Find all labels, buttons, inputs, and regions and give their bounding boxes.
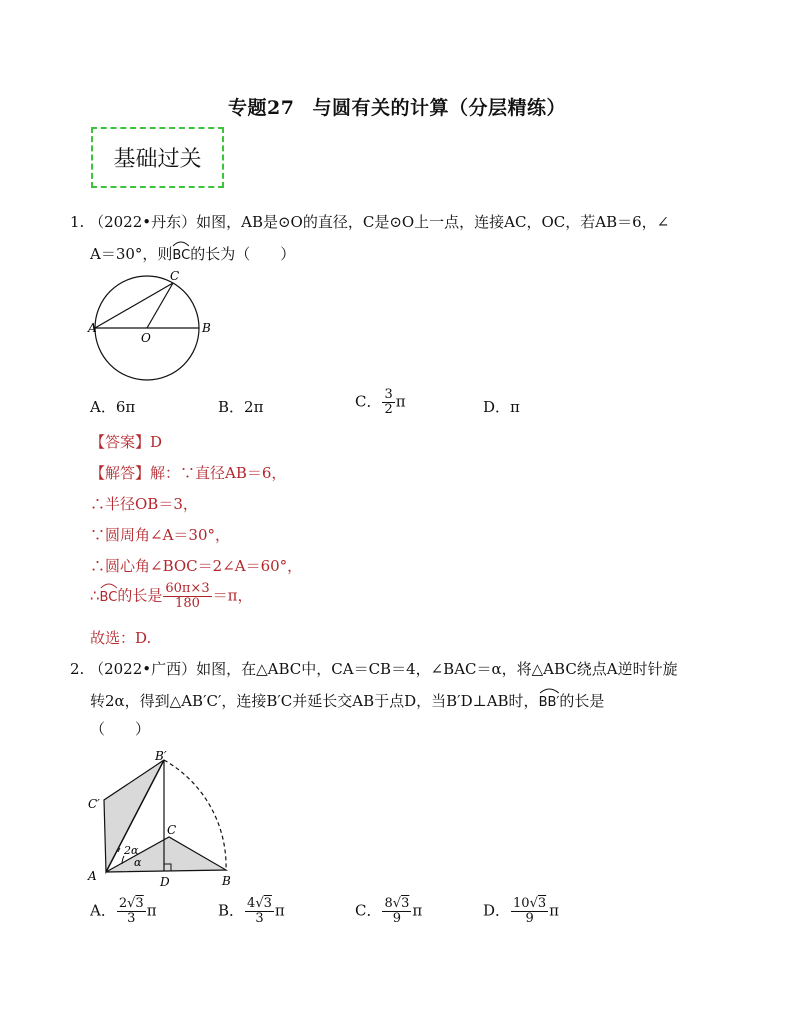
q1-option-a[interactable]: A．6π (90, 398, 136, 416)
q2-label-alpha: α (134, 856, 142, 869)
q1-answer: 【答案】D (90, 433, 163, 451)
q1-line2 (90, 242, 295, 267)
q2-label-c: C (167, 823, 177, 837)
q2-option-a[interactable]: A． $\frac{2√3}{3}$ π (90, 896, 157, 926)
title-text: 与圆有关的计算（分层精练） (312, 97, 566, 119)
q2-line3: （ ） (90, 720, 151, 738)
q1-circle-figure (84, 268, 224, 388)
title-label: 专题27 (228, 97, 295, 119)
q2-number: 2. (70, 660, 85, 678)
page-title (0, 93, 794, 120)
q2-line1 (70, 658, 678, 680)
q1-option-b[interactable]: B．2π (218, 398, 264, 416)
section-badge: 基础过关 (91, 127, 224, 188)
q2-line2: 转2α，得到△AB′C′，连接B′C并延长交AB于点D，当B′D⊥AB时， BB′的长是 (90, 689, 604, 714)
q2-label-b: B (222, 874, 231, 888)
q2-option-c[interactable]: C． $\frac{8√3}{9}$ π (355, 896, 423, 926)
q1-number: 1. (70, 213, 85, 231)
q1-option-d[interactable]: D．π (483, 398, 520, 416)
q1-label-c: C (170, 269, 180, 283)
q1-solution-line1: 【解答】解：∵直径AB＝6， (90, 464, 287, 482)
q2-label-b-prime: B′ (155, 749, 167, 763)
q1-arc-bc: BC (172, 242, 190, 267)
q1-solution-arc: BC (100, 584, 118, 609)
q1-text-line1: （2022•丹东）如图，AB是⊙O的直径，C是⊙O上一点，连接AC，OC，若AB＝6，∠ (89, 213, 670, 231)
q2-rotation-figure (84, 748, 244, 890)
q2-arc-bb: BB′ (539, 689, 560, 714)
q1-line1 (70, 211, 669, 233)
q1-option-c-fraction: $\frac{3}{2}$ (384, 387, 393, 417)
q2-text-line1: （2022•广西）如图，在△ABC中，CA＝CB＝4，∠BAC＝α，将△ABC绕点A逆时针旋 (89, 660, 678, 678)
q2-label-d: D (160, 875, 170, 889)
q1-label-a: A (88, 321, 97, 335)
q1-solution-line2: ∴半径OB＝3， (90, 495, 198, 513)
q1-solution-line6: 故选：D. (90, 629, 152, 647)
q2-label-c-prime: C′ (88, 797, 100, 811)
q1-solution-line4: ∴圆心角∠BOC＝2∠A＝60°， (90, 557, 303, 575)
q2-option-b[interactable]: B． $\frac{4√3}{3}$ π (218, 896, 285, 926)
q1-solution-line5: ∴ BC的长是 $\frac{60\pi\times 3}{180}$ ＝π， (90, 581, 253, 611)
q1-text-line2-suffix: 的长为（ ） (190, 245, 296, 263)
q2-label-a: A (88, 869, 97, 883)
q1-label-o: O (141, 331, 151, 345)
q2-option-d[interactable]: D． $\frac{10√3}{9}$ π (483, 896, 560, 926)
q1-solution-fraction: $\frac{60\pi\times 3}{180}$ (165, 581, 210, 611)
q1-label-b: B (202, 321, 211, 335)
q1-option-c[interactable]: C． $\frac{3}{2}$ π (355, 387, 406, 417)
q1-solution-line3: ∵圆周角∠A＝30°， (90, 526, 230, 544)
q2-label-two-alpha: 2α (124, 844, 139, 857)
q1-text-line2-prefix: A＝30°，则 (90, 245, 173, 263)
